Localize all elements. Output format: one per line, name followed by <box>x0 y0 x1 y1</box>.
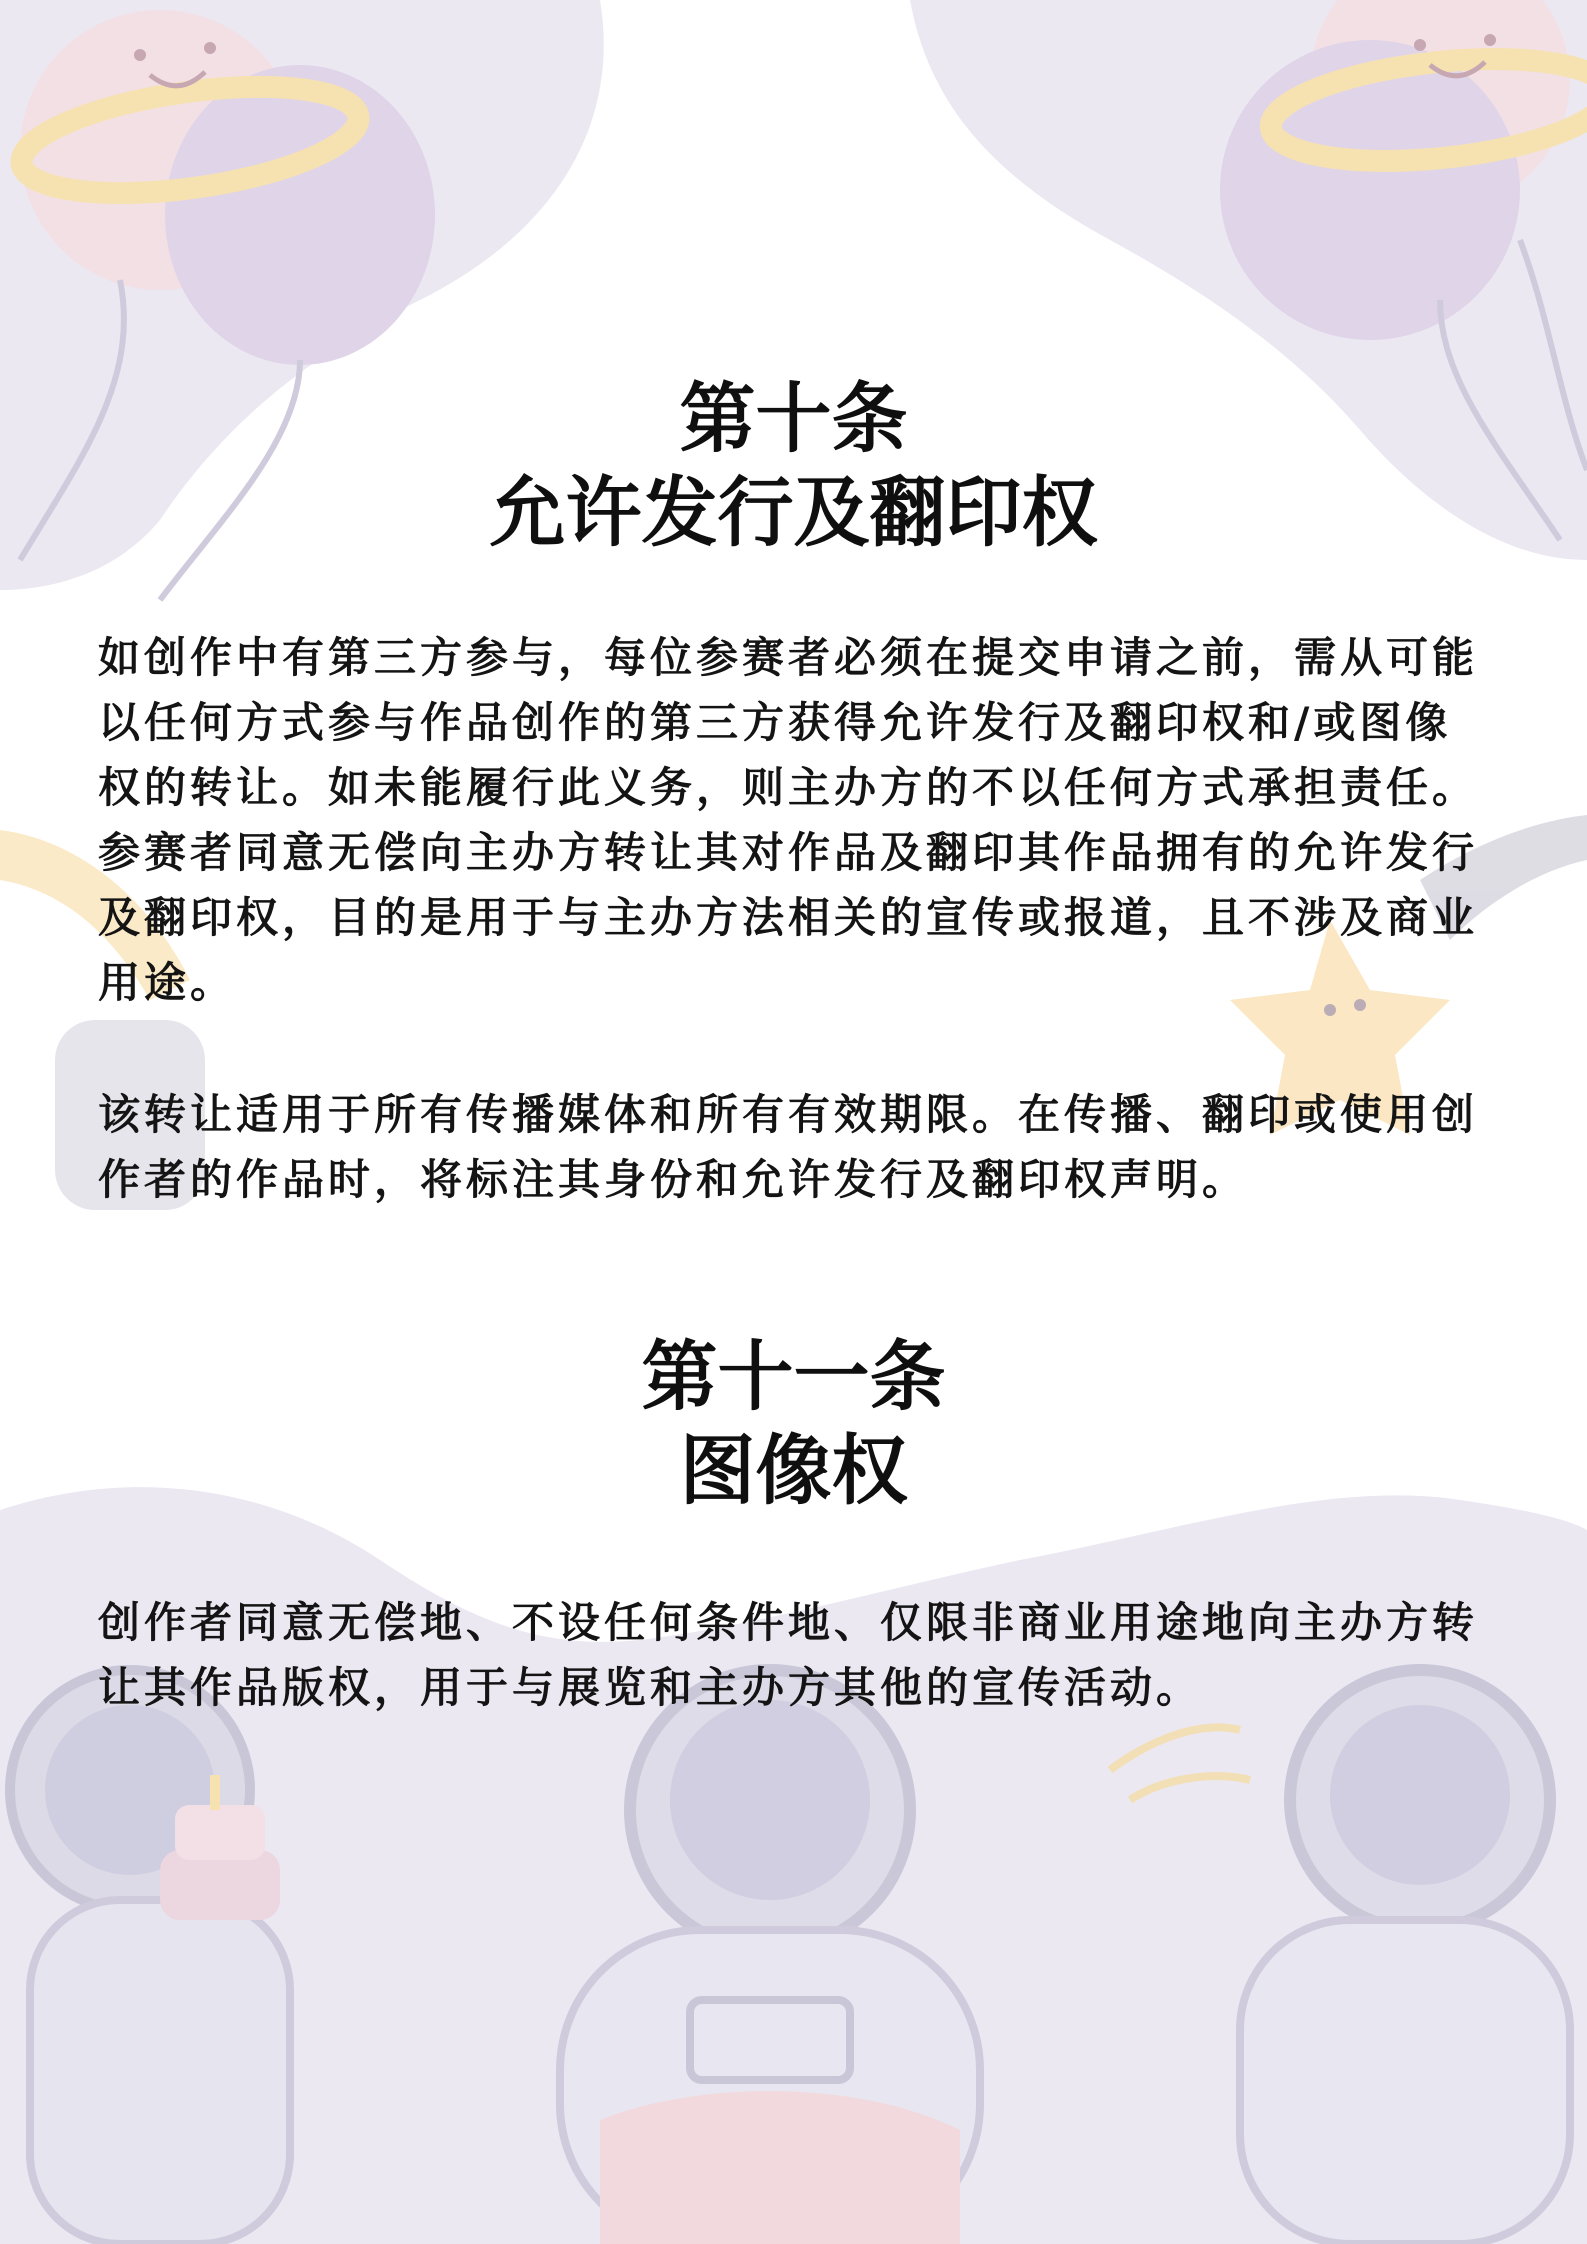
section-11-paragraph-1: 创作者同意无偿地、不设任何条件地、仅限非商业用途地向主办方转让其作品版权，用于与展览和主办方其他的宣传活动。 <box>98 1598 1479 1712</box>
section-11-title: 图像权 <box>679 1426 908 1516</box>
section-10-number: 第十条 <box>679 374 908 463</box>
section-10-title: 允许发行及翻印权 <box>489 468 1098 558</box>
section-10-heading <box>0 372 1587 560</box>
section-10-paragraph-1: 如创作中有第三方参与，每位参赛者必须在提交申请之前，需从可能以任何方式参与作品创作的第三方获得允许发行及翻印权和/或图像权的转让。如未能履行此义务，则主办方的不以任何方式承担责任。参赛者同意无偿向主办方转让其对作品及翻印其作品拥有的允许发行及翻印权，目的是用于与主办方法相关的宣传或报道，且不涉及商业用途。 <box>98 633 1479 1007</box>
section-10-paragraph-2: 该转让适用于所有传播媒体和所有有效期限。在传播、翻印或使用创作者的作品时，将标注其身份和允许发行及翻印权声明。 <box>98 1090 1479 1204</box>
section-11-heading <box>0 1330 1587 1518</box>
section-11-number: 第十一条 <box>641 1332 946 1421</box>
